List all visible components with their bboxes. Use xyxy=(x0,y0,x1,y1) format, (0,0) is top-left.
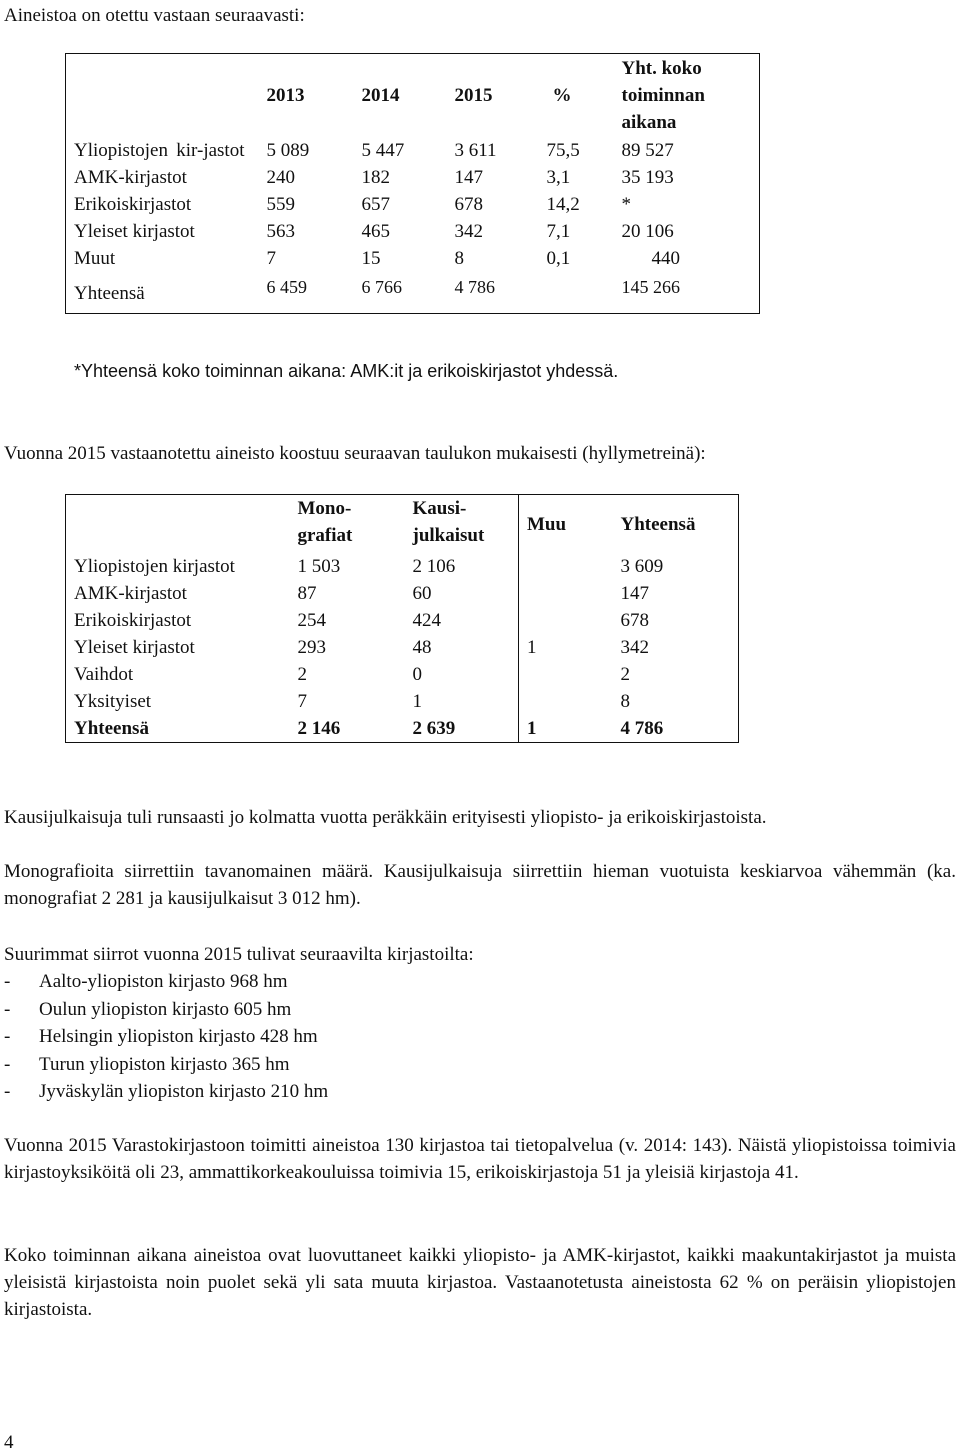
cell: 440 xyxy=(651,248,680,269)
cell: 5 447 xyxy=(361,140,405,161)
row-label: Erikoiskirjastot xyxy=(74,194,192,215)
paragraph: Kausijulkaisuja tuli runsaasti jo kolmatta vuotta peräkkäin erityisesti yliopisto- ja erikoiskirjastoista. xyxy=(4,807,767,828)
cell xyxy=(519,607,613,634)
cell: 14,2 xyxy=(546,194,580,215)
row-label: Vaihdot xyxy=(74,664,134,685)
cell xyxy=(519,580,613,607)
cell: 424 xyxy=(412,610,441,631)
paragraph: Koko toiminnan aikana aineistoa ovat luovuttaneet kaikki yliopisto- ja AMK-kirjastot, kaikki maakuntakirjastot ja muista yleisistä kirjastoista noin puolet sekä yli sata muuta kirjastoa. Vastaanotetusta aineistosta 62 % on peräisin yliopistojen kirjastoista. xyxy=(4,1245,956,1320)
cell: 3 609 xyxy=(620,556,664,577)
cell: 87 xyxy=(297,583,317,604)
paragraph: Suurimmat siirrot vuonna 2015 tulivat seuraavilta kirjastoilta: xyxy=(4,944,474,965)
cell: 657 xyxy=(361,194,390,215)
cell: 4 786 xyxy=(620,718,664,739)
cell: 2 xyxy=(620,664,630,685)
cell: 563 xyxy=(266,221,295,242)
header-cell: 2014 xyxy=(361,85,400,106)
cell: 1 xyxy=(412,691,422,712)
cell xyxy=(519,661,613,688)
row-label: Yleiset kirjastot xyxy=(74,637,195,658)
table-row xyxy=(66,580,739,607)
row-label: Yleiset kirjastot xyxy=(74,221,195,242)
material-type-table xyxy=(65,494,739,743)
cell: 1 xyxy=(519,634,613,661)
header-cell: Muu xyxy=(519,495,613,554)
table-row xyxy=(66,661,739,688)
cell: 254 xyxy=(297,610,326,631)
cell: 3 611 xyxy=(454,140,497,161)
row-label: Yliopistojen kir-jastot xyxy=(74,140,245,161)
cell: 465 xyxy=(361,221,390,242)
cell: 20 106 xyxy=(621,221,674,242)
row-label: Yliopistojen kirjastot xyxy=(74,556,235,577)
table-row xyxy=(66,164,760,191)
table-row xyxy=(66,715,739,743)
cell: 2 xyxy=(297,664,307,685)
cell: 8 xyxy=(620,691,630,712)
cell: 342 xyxy=(620,637,649,658)
paragraph: Vuonna 2015 vastaanotettu aineisto koostuu seuraavan taulukon mukaisesti (hyllymetreinä): xyxy=(4,443,706,464)
table-header-row xyxy=(66,495,739,554)
page-number: 4 xyxy=(4,1432,14,1453)
row-label: Muut xyxy=(74,248,116,269)
list-item: - Oulun yliopiston kirjasto 605 hm xyxy=(4,998,292,1020)
paragraph: Monografioita siirrettiin tavanomainen määrä. Kausijulkaisuja siirrettiin hieman vuotuista keskiarvoa vähemmän (ka. monografiat 2 281 ja kausijulkaisut 3 012 hm). xyxy=(4,861,956,909)
table-row xyxy=(66,634,739,661)
row-label: AMK-kirjastot xyxy=(74,583,187,604)
cell: 15 xyxy=(361,248,381,269)
cell: 145 266 xyxy=(621,277,680,297)
header-cell: 2015 xyxy=(454,85,493,106)
table-row xyxy=(66,245,760,272)
cell: 1 503 xyxy=(297,556,341,577)
header-cell: % xyxy=(552,85,572,106)
cell: 6 459 xyxy=(266,277,307,297)
cell xyxy=(539,272,614,314)
cell: 8 xyxy=(454,248,464,269)
cell: 342 xyxy=(454,221,483,242)
cell: 0 xyxy=(412,664,422,685)
list-item: - Turun yliopiston kirjasto 365 hm xyxy=(4,1053,290,1075)
cell: 5 089 xyxy=(266,140,310,161)
cell: 6 766 xyxy=(361,277,402,297)
list-item: - Jyväskylän yliopiston kirjasto 210 hm xyxy=(4,1081,329,1102)
cell: 4 786 xyxy=(454,277,495,297)
cell: 1 xyxy=(519,715,613,743)
cell: 7 xyxy=(297,691,307,712)
cell: 678 xyxy=(454,194,483,215)
header-cell: Mono-grafiat xyxy=(297,498,353,546)
cell: 678 xyxy=(620,610,649,631)
table-row xyxy=(66,137,760,164)
cell: 89 527 xyxy=(621,140,674,161)
cell: 559 xyxy=(266,194,295,215)
cell xyxy=(519,553,613,580)
cell: 2 639 xyxy=(412,718,456,739)
header-cell: Yhteensä xyxy=(620,513,696,535)
table-row xyxy=(66,272,760,314)
row-label: AMK-kirjastot xyxy=(74,167,187,188)
cell: 240 xyxy=(266,167,295,188)
paragraph: Vuonna 2015 Varastokirjastoon toimitti aineistoa 130 kirjastoa tai tietopalvelua (v. 2014: 143). Näistä yliopistoissa toimivia kirjastoyksiköitä oli 23, ammattikorkeakouluissa toimivia 15, erikoiskirjastoja 51 ja yleisiä kirjastoja 41. xyxy=(4,1135,956,1183)
cell: 147 xyxy=(620,583,649,604)
cell: 7 xyxy=(266,248,276,269)
cell: 35 193 xyxy=(621,167,674,188)
cell: * xyxy=(621,194,631,215)
cell: 2 106 xyxy=(412,556,456,577)
list-item: - Aalto-yliopiston kirjasto 968 hm xyxy=(4,971,288,992)
table-row xyxy=(66,191,760,218)
table-row xyxy=(66,218,760,245)
table-row xyxy=(66,553,739,580)
header-cell: Kausi-julkaisut xyxy=(412,498,485,546)
list-item: - Helsingin yliopiston kirjasto 428 hm xyxy=(4,1026,318,1047)
received-by-year-table xyxy=(65,53,760,314)
row-label: Yhteensä xyxy=(74,718,149,739)
cell xyxy=(519,688,613,715)
row-label: Yhteensä xyxy=(74,283,145,304)
table-footnote: *Yhteensä koko toiminnan aikana: AMK:it ja erikoiskirjastot yhdessä. xyxy=(74,361,619,381)
header-cell: Yht. koko toiminnan aikana xyxy=(621,58,705,133)
cell: 2 146 xyxy=(297,718,341,739)
transfer-list xyxy=(4,968,328,1106)
cell: 3,1 xyxy=(546,167,571,188)
row-label: Erikoiskirjastot xyxy=(74,610,192,631)
cell: 147 xyxy=(454,167,483,188)
cell: 48 xyxy=(412,637,432,658)
cell: 60 xyxy=(412,583,432,604)
table-header-row xyxy=(66,54,760,138)
cell: 0,1 xyxy=(546,248,571,269)
intro-text: Aineistoa on otettu vastaan seuraavasti: xyxy=(4,5,305,26)
cell: 7,1 xyxy=(546,221,571,242)
header-cell: 2013 xyxy=(266,85,305,106)
row-label: Yksityiset xyxy=(74,691,152,712)
table-row xyxy=(66,688,739,715)
cell: 293 xyxy=(297,637,326,658)
cell: 75,5 xyxy=(546,140,580,161)
cell: 182 xyxy=(361,167,390,188)
table-row xyxy=(66,607,739,634)
